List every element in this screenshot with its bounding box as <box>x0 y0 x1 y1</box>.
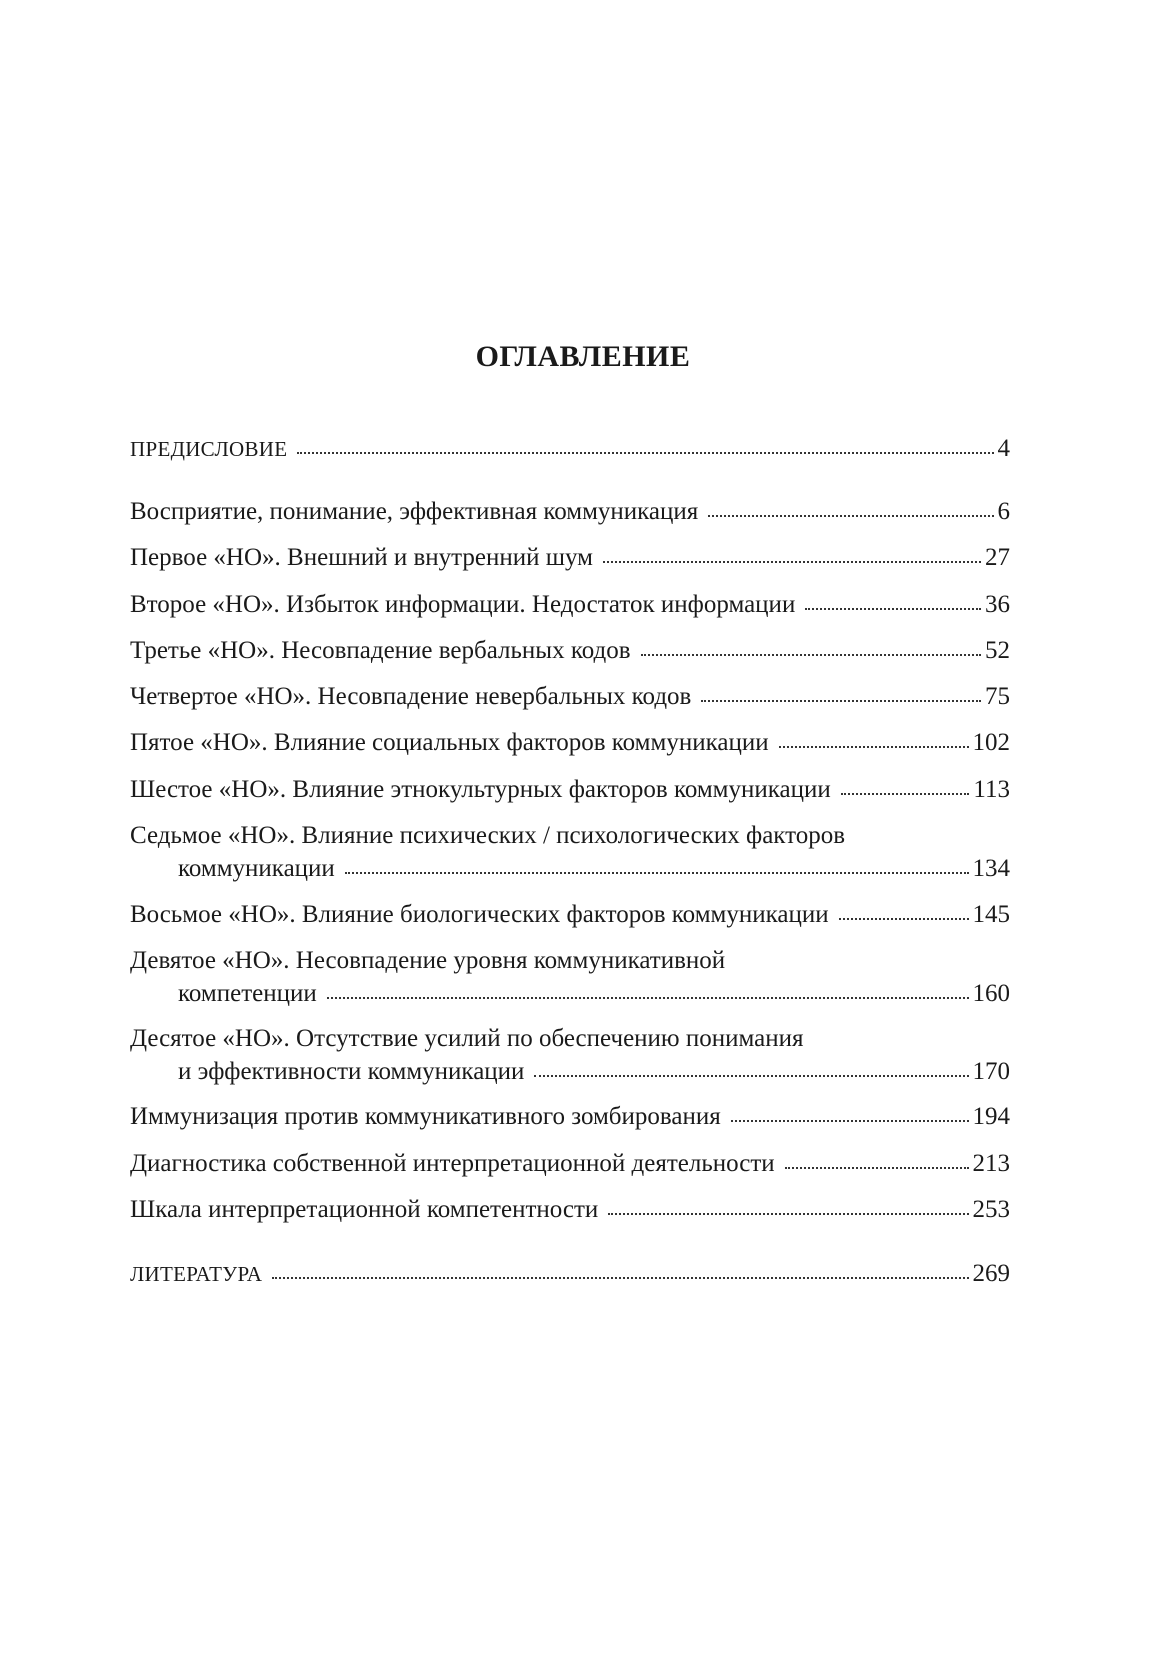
toc-entry[interactable] <box>130 944 1010 1010</box>
toc-entry[interactable] <box>130 541 1010 574</box>
toc-entry-label: Первое «НО». Внешний и внутренний шум <box>130 544 593 571</box>
toc-page-number: 194 <box>972 1103 1010 1130</box>
dot-leader <box>779 730 969 750</box>
toc-entry-label: Восьмое «НО». Влияние биологических факторов коммуникации <box>130 901 829 928</box>
toc-entry[interactable] <box>130 1193 1010 1226</box>
dot-leader <box>641 638 981 658</box>
dot-leader <box>839 902 969 922</box>
toc-page-number: 113 <box>973 776 1010 803</box>
toc-page-number: 253 <box>972 1196 1010 1223</box>
dot-leader <box>701 684 981 704</box>
toc-page-number: 27 <box>985 544 1010 571</box>
toc-entry-label: Второе «НО». Избыток информации. Недостаток информации <box>130 591 796 618</box>
toc-entry-label: Четвертое «НО». Несовпадение невербальных кодов <box>130 683 692 710</box>
toc-page-number: 269 <box>972 1260 1010 1287</box>
toc-page-number: 102 <box>972 729 1010 756</box>
toc-entry-label: Третье «НО». Несовпадение вербальных кодов <box>130 637 631 664</box>
toc-page-number: 160 <box>972 980 1010 1007</box>
toc-page-number: 6 <box>997 498 1010 525</box>
toc-entry[interactable] <box>130 495 1010 528</box>
toc-page-number: 36 <box>985 591 1010 618</box>
toc-entry-label: Шестое «НО». Влияние этнокультурных факторов коммуникации <box>130 776 831 803</box>
toc-entry[interactable] <box>130 1100 1010 1133</box>
toc-entry[interactable] <box>130 819 1010 885</box>
toc-entry-label: Пятое «НО». Влияние социальных факторов коммуникации <box>130 729 769 756</box>
dot-leader <box>297 436 993 456</box>
toc-title: ОГЛАВЛЕНИЕ <box>475 340 691 373</box>
toc-page-number: 134 <box>972 855 1010 882</box>
toc-entry[interactable] <box>130 680 1010 713</box>
toc-entry-label: ЛИТЕРАТУРА <box>130 1262 263 1286</box>
dot-leader <box>608 1197 968 1217</box>
dot-leader <box>731 1104 969 1124</box>
toc-entry[interactable] <box>130 773 1010 806</box>
toc-entry[interactable] <box>130 1257 1010 1290</box>
toc-page-number: 213 <box>972 1150 1010 1177</box>
dot-leader <box>603 545 981 565</box>
dot-leader <box>841 777 970 797</box>
toc-entry-label: Восприятие, понимание, эффективная коммуникация <box>130 498 699 525</box>
dot-leader <box>272 1261 968 1281</box>
toc-entry-label: Девятое «НО». Несовпадение уровня коммуникативной <box>130 947 726 974</box>
dot-leader <box>534 1059 968 1079</box>
toc-entry-label: Шкала интерпретационной компетентности <box>130 1196 599 1223</box>
dot-leader <box>785 1151 969 1171</box>
toc-entry[interactable] <box>130 588 1010 621</box>
toc-entry-label: Иммунизация против коммуникативного зомбирования <box>130 1103 721 1130</box>
toc-entry[interactable] <box>130 432 1010 465</box>
toc-page-number: 4 <box>997 435 1010 462</box>
toc-page-number: 170 <box>972 1058 1010 1085</box>
toc-entry[interactable] <box>130 1022 1010 1088</box>
toc-entry[interactable] <box>130 898 1010 931</box>
toc-entry-label: компетенции <box>178 980 317 1007</box>
toc-entry-label: Десятое «НО». Отсутствие усилий по обеспечению понимания <box>130 1025 804 1052</box>
toc-entry[interactable] <box>130 634 1010 667</box>
dot-leader <box>327 981 969 1001</box>
toc-entry[interactable] <box>130 726 1010 759</box>
toc-page-number: 145 <box>972 901 1010 928</box>
toc-entry-label: Диагностика собственной интерпретационной деятельности <box>130 1150 775 1177</box>
toc-page-number: 75 <box>985 683 1010 710</box>
dot-leader <box>345 856 969 876</box>
toc-entry-label: коммуникации <box>178 855 335 882</box>
toc-entry-label: и эффективности коммуникации <box>178 1058 525 1085</box>
toc-entry-label: ПРЕДИСЛОВИЕ <box>130 437 288 461</box>
dot-leader <box>805 592 981 612</box>
dot-leader <box>708 499 993 519</box>
toc-page-number: 52 <box>985 637 1010 664</box>
toc-entry[interactable] <box>130 1147 1010 1180</box>
toc-entry-label: Седьмое «НО». Влияние психических / психологических факторов <box>130 822 846 849</box>
